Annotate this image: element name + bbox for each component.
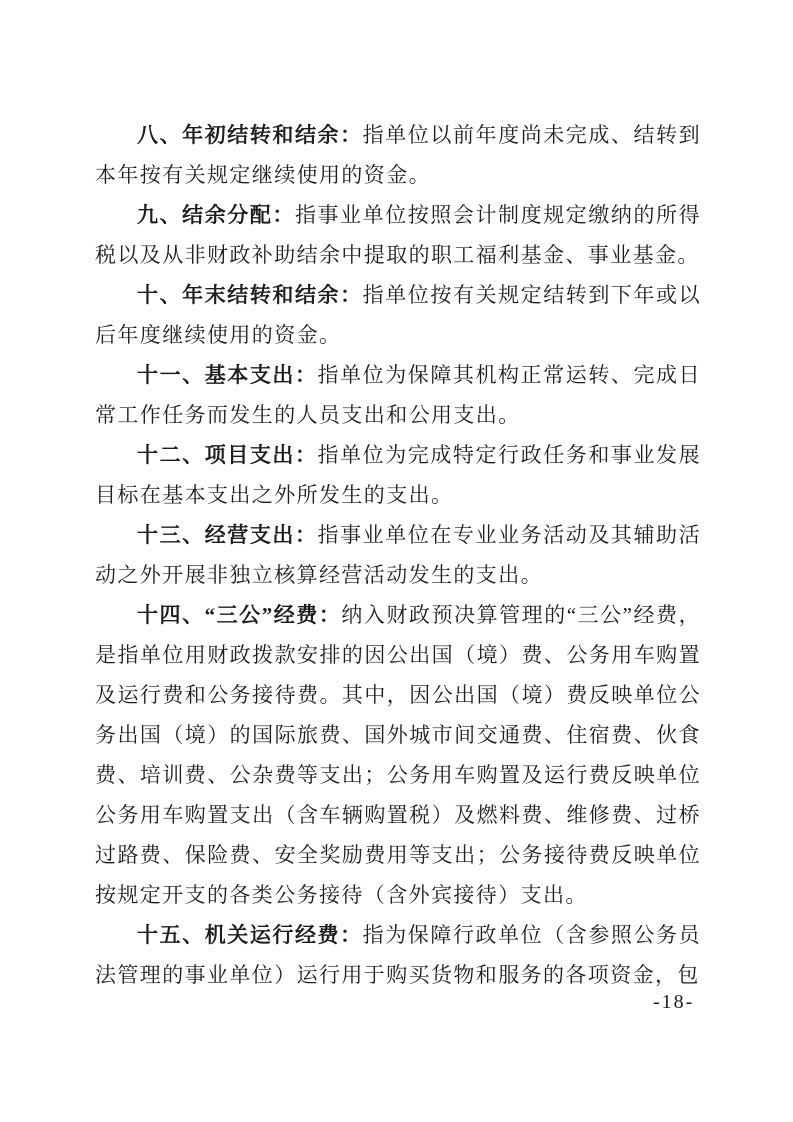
definition-paragraph (95, 195, 701, 275)
term-label: 十一、基本支出： (137, 363, 318, 387)
term-label: 十三、经营支出： (137, 523, 318, 547)
definition-text: 指单位为完成特定行政任务和事业发展目标在基本支出之外所发生的支出。 (95, 443, 701, 507)
document-body (95, 115, 701, 995)
definition-paragraph (95, 435, 701, 515)
term-label: 十四、“三公”经费： (137, 603, 342, 627)
definition-paragraph (95, 915, 701, 995)
definition-paragraph (95, 115, 701, 195)
term-label: 十五、机关运行经费： (137, 923, 363, 947)
definition-text: 指单位为保障其机构正常运转、完成日常工作任务而发生的人员支出和公用支出。 (95, 363, 701, 427)
definition-text: 指单位以前年度尚未完成、结转到本年按有关规定继续使用的资金。 (95, 123, 702, 187)
term-label: 九、结余分配： (137, 203, 295, 227)
definition-text: 指为保障行政单位（含参照公务员法管理的事业单位）运行用于购买货物和服务的各项资金，包 (95, 923, 702, 987)
definition-text: 指事业单位按照会计制度规定缴纳的所得税以及从非财政补助结余中提取的职工福利基金、事业基金。 (95, 203, 701, 267)
definition-text: 纳入财政预决算管理的“三公”经费，是指单位用财政拨款安排的因公出国（境）费、公务用车购置及运行费和公务接待费。其中，因公出国（境）费反映单位公务出国（境）的国际旅费、国外城市间交通费、住宿费、伙食费、培训费、公杂费等支出；公务用车购置及运行费反映单位公务用车购置支出（含车辆购置税）及燃料费、维修费、过桥过路费、保险费、安全奖励费用等支出；公务接待费反映单位按规定开支的各类公务接待（含外宾接待）支出。 (95, 603, 701, 907)
term-label: 十、年末结转和结余： (137, 283, 363, 307)
definition-paragraph (95, 595, 701, 915)
term-label: 十二、项目支出： (137, 443, 318, 467)
definition-paragraph (95, 355, 701, 435)
definition-text: 指单位按有关规定结转到下年或以后年度继续使用的资金。 (95, 283, 702, 347)
definition-paragraph (95, 275, 701, 355)
page-number: -18- (653, 991, 695, 1013)
definition-text: 指事业单位在专业业务活动及其辅助活动之外开展非独立核算经营活动发生的支出。 (95, 523, 701, 587)
term-label: 八、年初结转和结余： (137, 123, 363, 147)
definition-paragraph (95, 515, 701, 595)
